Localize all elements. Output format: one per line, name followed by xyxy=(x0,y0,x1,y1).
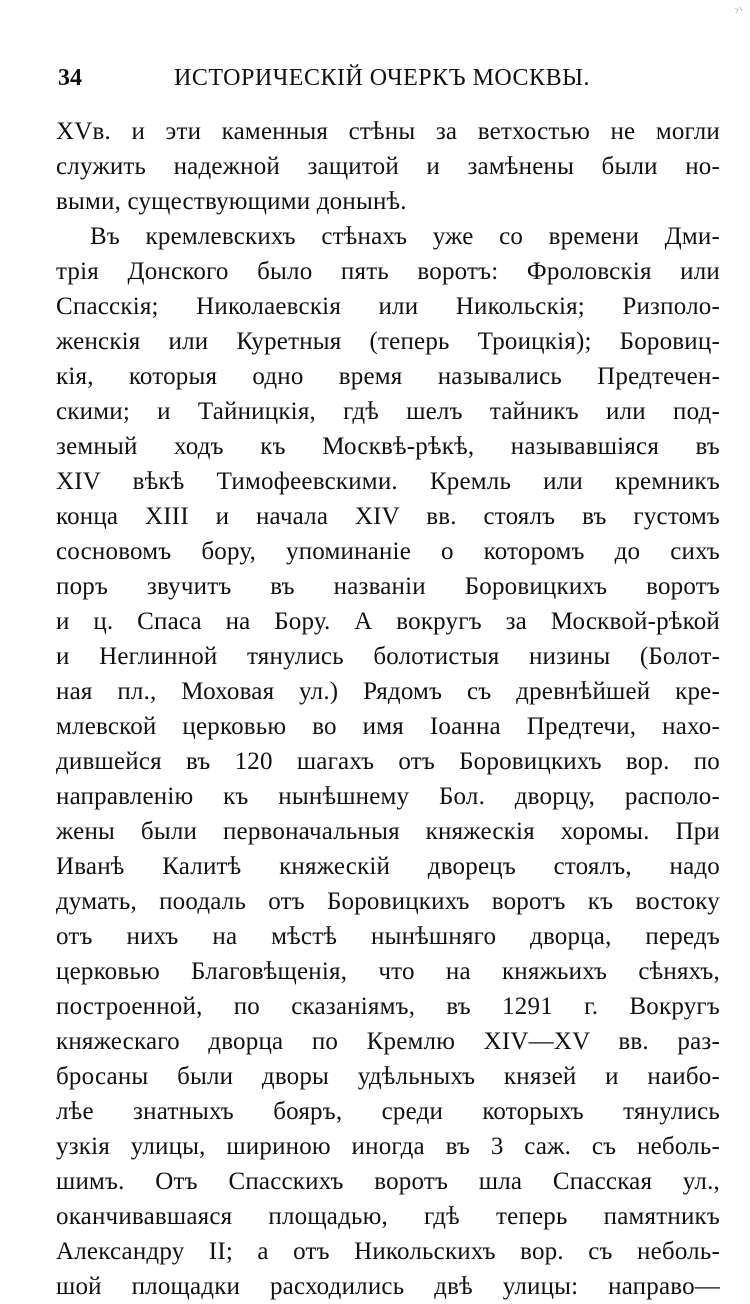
text-line: млевской церковью во имя Іоанна Предтечи, нахо- xyxy=(56,713,720,740)
text-line: скими; и Тайницкія, гдѣ шелъ тайникъ или под- xyxy=(56,398,720,425)
text-line: отъ нихъ на мѣстѣ нынѣшняго дворца, передъ xyxy=(56,923,720,950)
paragraph xyxy=(56,114,720,219)
text-line: бросаны были дворы удѣльныхъ князей и наибо- xyxy=(56,1063,720,1090)
text-line: земный ходъ къ Москвѣ-рѣкѣ, называвшіяся въ xyxy=(56,433,720,460)
text-line: женскія или Куретныя (теперь Троицкія); Боровиц- xyxy=(56,328,720,355)
text-line: думать, поодаль отъ Боровицкихъ воротъ къ востоку xyxy=(56,888,720,915)
scan-speck-mark xyxy=(734,6,744,14)
text-line: Спасскія; Николаевскія или Никольскія; Ризполо- xyxy=(56,293,720,320)
paragraph xyxy=(56,219,720,1304)
text-line: ная пл., Моховая ул.) Рядомъ съ древнѣйшей кре- xyxy=(56,678,720,705)
running-head xyxy=(56,60,720,96)
text-line: направленію къ нынѣшнему Бол. дворцу, располо- xyxy=(56,783,720,810)
text-line: кія, которыя одно время назывались Предтечен- xyxy=(56,363,720,390)
text-line: лѣе знатныхъ бояръ, среди которыхъ тянулись xyxy=(56,1098,720,1125)
text-line: служить надежной защитой и замѣнены были но- xyxy=(56,153,720,180)
text-line: Иванѣ Калитѣ княжескій дворецъ стоялъ, надо xyxy=(56,853,720,880)
text-line: Александру II; а отъ Никольскихъ вор. съ неболь- xyxy=(56,1238,720,1265)
text-line: поръ звучитъ въ названіи Боровицкихъ воротъ xyxy=(56,573,720,600)
text-line: оканчивавшаяся площадью, гдѣ теперь памятникъ xyxy=(56,1203,720,1230)
text-line: жены были первоначальныя княжескія хоромы. При xyxy=(56,818,720,845)
text-line: и ц. Спаса на Бору. А вокругъ за Москвой-рѣкой xyxy=(56,608,720,635)
text-line: выми, существующими донынѣ. xyxy=(56,188,407,215)
running-title: ИСТОРИЧЕСКІЙ ОЧЕРКЪ МОСКВЫ. xyxy=(174,65,591,91)
text-line: Въ кремлевскихъ стѣнахъ уже со времени Дми- xyxy=(90,223,720,250)
text-line: церковью Благовѣщенія, что на княжьихъ сѣняхъ, xyxy=(56,958,720,985)
text-line: дившейся въ 120 шагахъ отъ Боровицкихъ вор. по xyxy=(56,748,720,775)
text-line: и Неглинной тянулись болотистыя низины (Болот- xyxy=(56,643,720,670)
text-line: шой площадки расходились двѣ улицы: направо— xyxy=(56,1273,720,1300)
text-line: узкія улицы, шириною иногда въ 3 саж. съ неболь- xyxy=(56,1133,720,1160)
text-line: шимъ. Отъ Спасскихъ воротъ шла Спасская ул., xyxy=(56,1168,720,1195)
text-line: трія Донского было пять воротъ: Фроловскія или xyxy=(56,258,720,285)
text-line: сосновомъ бору, упоминаніе о которомъ до сихъ xyxy=(56,538,720,565)
text-line: XVв. и эти каменныя стѣны за ветхостью не могли xyxy=(56,118,720,145)
book-page xyxy=(56,0,720,1300)
text-line: XIV вѣкѣ Тимофеевскими. Кремль или кремникъ xyxy=(56,468,720,495)
body-text xyxy=(56,114,720,1304)
text-line: построенной, по сказаніямъ, въ 1291 г. Вокругъ xyxy=(56,993,720,1020)
text-line: княжескаго дворца по Кремлю XIV—XV вв. раз- xyxy=(56,1028,720,1055)
page-number: 34 xyxy=(58,65,82,91)
text-line: конца XIII и начала XIV вв. стоялъ въ густомъ xyxy=(56,503,720,530)
